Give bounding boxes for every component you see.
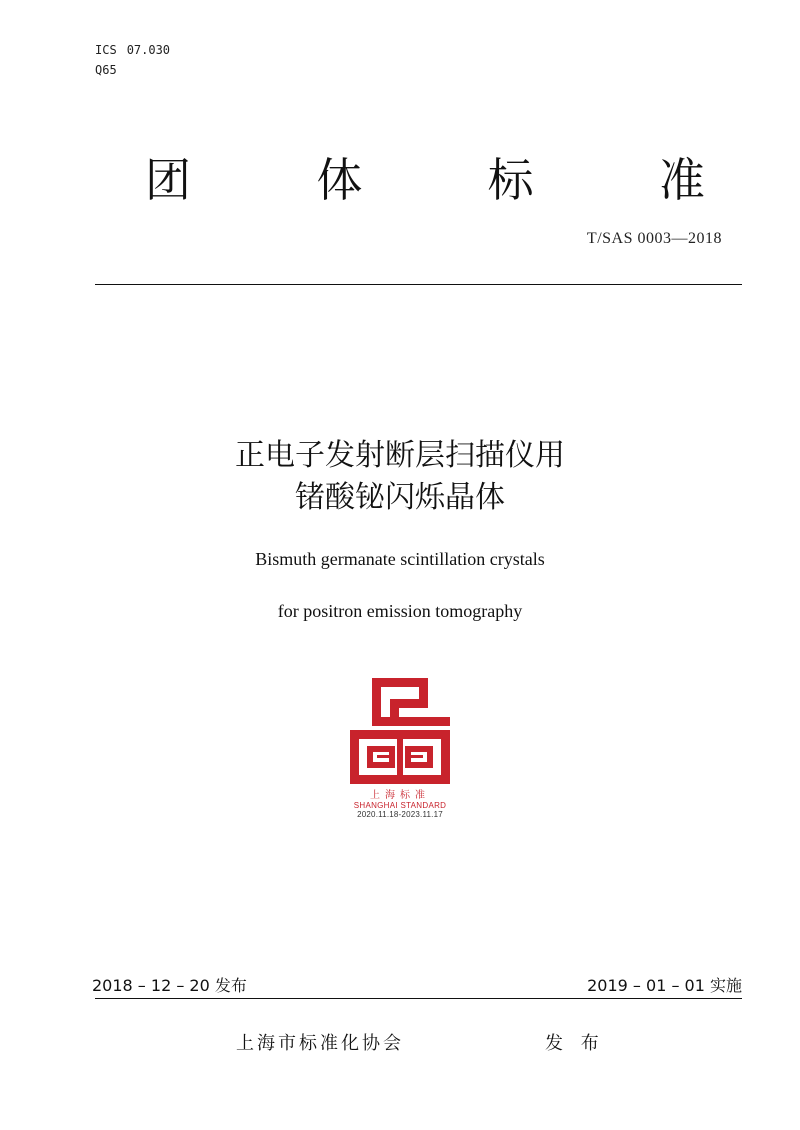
ics-label: ICS [95,43,117,57]
top-divider [95,284,742,285]
chinese-title [0,435,800,519]
chinese-title-line-1: 正电子发射断层扫描仪用 [235,438,565,473]
english-title-line-1: Bismuth germanate scintillation crystals [255,549,545,569]
standard-number: T/SAS 0003—2018 [586,230,722,247]
shanghai-standard-emblem-icon [350,678,450,784]
logo-validity-period: 2020.11.18-2023.11.17 [357,810,443,819]
ics-code: 07.030 [126,43,171,57]
document-type-heading [145,150,705,210]
doc-type-char: 标 [487,153,534,207]
doc-type-char: 团 [145,153,191,207]
doc-type-char: 准 [658,153,705,207]
bottom-divider [95,998,742,999]
shanghai-standard-logo [340,678,460,819]
ics-line [95,40,170,60]
doc-type-char: 体 [316,153,363,207]
logo-english-text: SHANGHAI STANDARD [353,801,447,810]
english-title-line-2: for positron emission tomography [277,601,523,621]
implementation-date: 2019 – 01 – 01 实施 [587,976,742,995]
logo-chinese-text: 上海标准 [370,790,430,801]
ccs-code: Q65 [95,63,117,77]
publish-label: 发 布 [545,1033,605,1054]
classification-block [95,40,170,80]
issuing-organization: 上海市标准化协会 [236,1033,404,1054]
release-date: 2018 – 12 – 20 发布 [92,976,247,995]
chinese-title-line-2: 锗酸铋闪烁晶体 [295,480,505,515]
